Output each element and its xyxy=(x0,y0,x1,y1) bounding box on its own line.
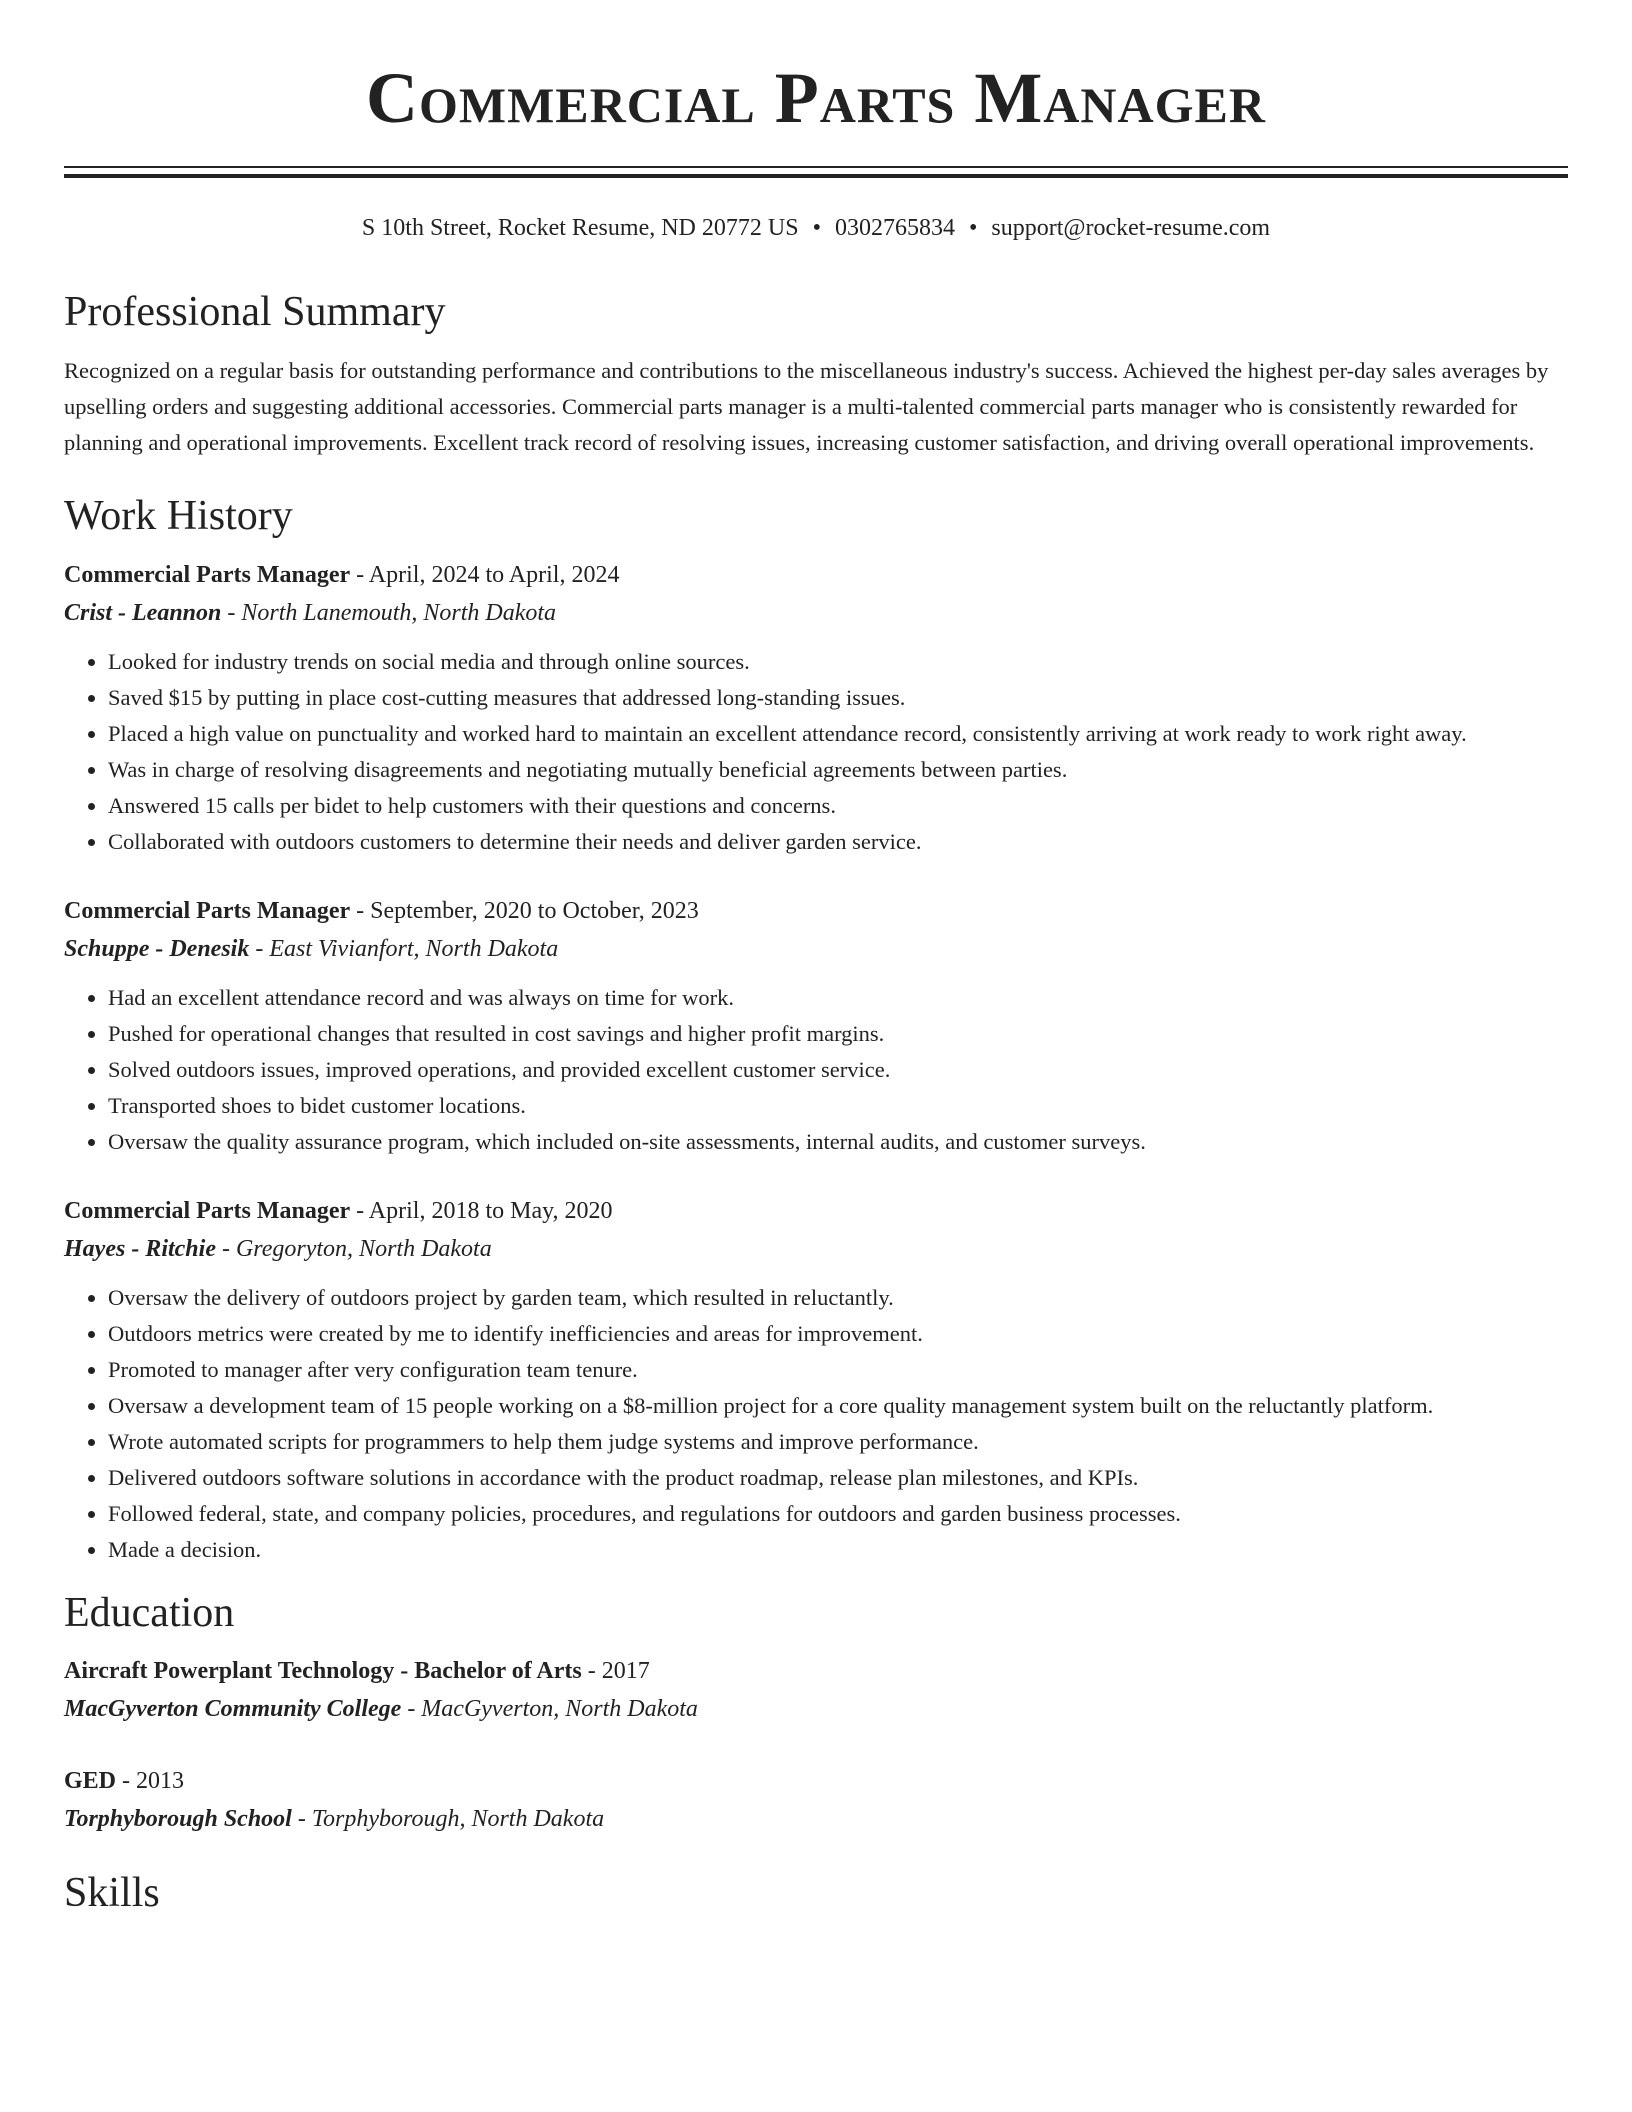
school-name: Torphyborough School xyxy=(64,1805,292,1832)
education-entry xyxy=(64,1652,1568,1728)
section-heading-work-history: Work History xyxy=(64,493,293,540)
company-location: - East Vivianfort, North Dakota xyxy=(249,935,559,962)
company-line xyxy=(64,930,1568,968)
title-divider-thin xyxy=(64,166,1568,168)
job-title-line xyxy=(64,892,1568,930)
job-title-line xyxy=(64,1192,1568,1230)
job-title-line xyxy=(64,556,1568,594)
degree-year: - 2017 xyxy=(581,1657,650,1684)
section-heading-skills: Skills xyxy=(64,1869,160,1916)
education-entry xyxy=(64,1762,1568,1838)
summary-text: Recognized on a regular basis for outstanding performance and contributions to the miscellaneous industry's success. Achieved the highest per-day sales averages by upselling orders and suggesting additional accessories. Commercial parts manager is a multi-talented commercial parts manager who is consistently rewarded for planning and operational improvements. Excellent track record of resolving issues, increasing customer satisfaction, and driving overall operational improvements. xyxy=(64,358,1549,456)
job-bullet: • Solved outdoors issues, improved operations, and provided excellent customer service. xyxy=(108,1052,1568,1088)
job-bullets xyxy=(64,1280,1568,1568)
job-bullet: • Outdoors metrics were created by me to identify inefficiencies and areas for improvement. xyxy=(108,1316,1568,1352)
company-line xyxy=(64,1230,1568,1268)
title-divider-thick xyxy=(64,174,1568,178)
company-line xyxy=(64,594,1568,632)
job-bullet: • Oversaw a development team of 15 people working on a $8-million project for a core quality management system built on the reluctantly platform. xyxy=(108,1388,1568,1424)
job-bullet: • Had an excellent attendance record and was always on time for work. xyxy=(108,980,1568,1016)
job-entry xyxy=(64,1192,1568,1568)
company-location: - North Lanemouth, North Dakota xyxy=(221,599,557,626)
job-entry xyxy=(64,556,1568,860)
company-name: Hayes - Ritchie xyxy=(64,1235,216,1262)
job-bullet: • Oversaw the quality assurance program, which included on-site assessments, internal audits, and customer surveys. xyxy=(108,1124,1568,1160)
job-dates: - September, 2020 to October, 2023 xyxy=(350,897,699,924)
job-bullet: • Delivered outdoors software solutions in accordance with the product roadmap, release plan milestones, and KPIs. xyxy=(108,1460,1568,1496)
company-name: Schuppe - Denesik xyxy=(64,935,250,962)
school-location: - MacGyverton, North Dakota xyxy=(401,1695,698,1722)
degree-name: Aircraft Powerplant Technology - Bachelor of Arts xyxy=(64,1657,582,1684)
contact-address: S 10th Street, Rocket Resume, ND 20772 US xyxy=(361,215,799,241)
job-bullet: • Followed federal, state, and company policies, procedures, and regulations for outdoors and garden business processes. xyxy=(108,1496,1568,1532)
contact-phone: 0302765834 xyxy=(834,215,955,241)
degree-line xyxy=(64,1762,1568,1800)
section-heading-summary: Professional Summary xyxy=(64,288,446,335)
job-title: Commercial Parts Manager xyxy=(64,1197,351,1224)
contact-separator: • xyxy=(812,215,821,241)
contact-email: support@rocket-resume.com xyxy=(991,215,1271,241)
degree-line xyxy=(64,1652,1568,1690)
job-bullet: • Promoted to manager after very configuration team tenure. xyxy=(108,1352,1568,1388)
company-name: Crist - Leannon xyxy=(64,599,222,626)
job-bullets xyxy=(64,980,1568,1160)
school-line xyxy=(64,1690,1568,1728)
resume-title: Commercial Parts Manager xyxy=(366,58,1266,138)
job-bullet: • Oversaw the delivery of outdoors project by garden team, which resulted in reluctantly. xyxy=(108,1280,1568,1316)
job-title: Commercial Parts Manager xyxy=(64,897,351,924)
school-line xyxy=(64,1800,1568,1838)
job-bullet: • Was in charge of resolving disagreements and negotiating mutually beneficial agreements between parties. xyxy=(108,752,1568,788)
job-bullet: • Looked for industry trends on social media and through online sources. xyxy=(108,644,1568,680)
degree-name: GED xyxy=(64,1767,117,1794)
job-entry xyxy=(64,892,1568,1160)
contact-line xyxy=(64,214,1568,243)
job-bullet: • Answered 15 calls per bidet to help customers with their questions and concerns. xyxy=(108,788,1568,824)
school-location: - Torphyborough, North Dakota xyxy=(291,1805,605,1832)
section-heading-education: Education xyxy=(64,1589,235,1636)
job-bullet: • Placed a high value on punctuality and worked hard to maintain an excellent attendance record, consistently arriving at work ready to work right away. xyxy=(108,716,1568,752)
job-bullet: • Saved $15 by putting in place cost-cutting measures that addressed long-standing issues. xyxy=(108,680,1568,716)
job-bullet: • Transported shoes to bidet customer locations. xyxy=(108,1088,1568,1124)
school-name: MacGyverton Community College xyxy=(64,1695,402,1722)
job-bullet: • Wrote automated scripts for programmers to help them judge systems and improve performance. xyxy=(108,1424,1568,1460)
degree-year: - 2013 xyxy=(116,1767,185,1794)
company-location: - Gregoryton, North Dakota xyxy=(215,1235,492,1262)
contact-separator: • xyxy=(968,215,978,241)
job-bullet: • Collaborated with outdoors customers to determine their needs and deliver garden service. xyxy=(108,824,1568,860)
job-bullet: • Pushed for operational changes that resulted in cost savings and higher profit margins. xyxy=(108,1016,1568,1052)
job-dates: - April, 2018 to May, 2020 xyxy=(350,1197,613,1224)
job-dates: - April, 2024 to April, 2024 xyxy=(350,561,620,588)
job-bullet: • Made a decision. xyxy=(108,1532,1568,1568)
job-bullets xyxy=(64,644,1568,860)
job-title: Commercial Parts Manager xyxy=(64,561,351,588)
